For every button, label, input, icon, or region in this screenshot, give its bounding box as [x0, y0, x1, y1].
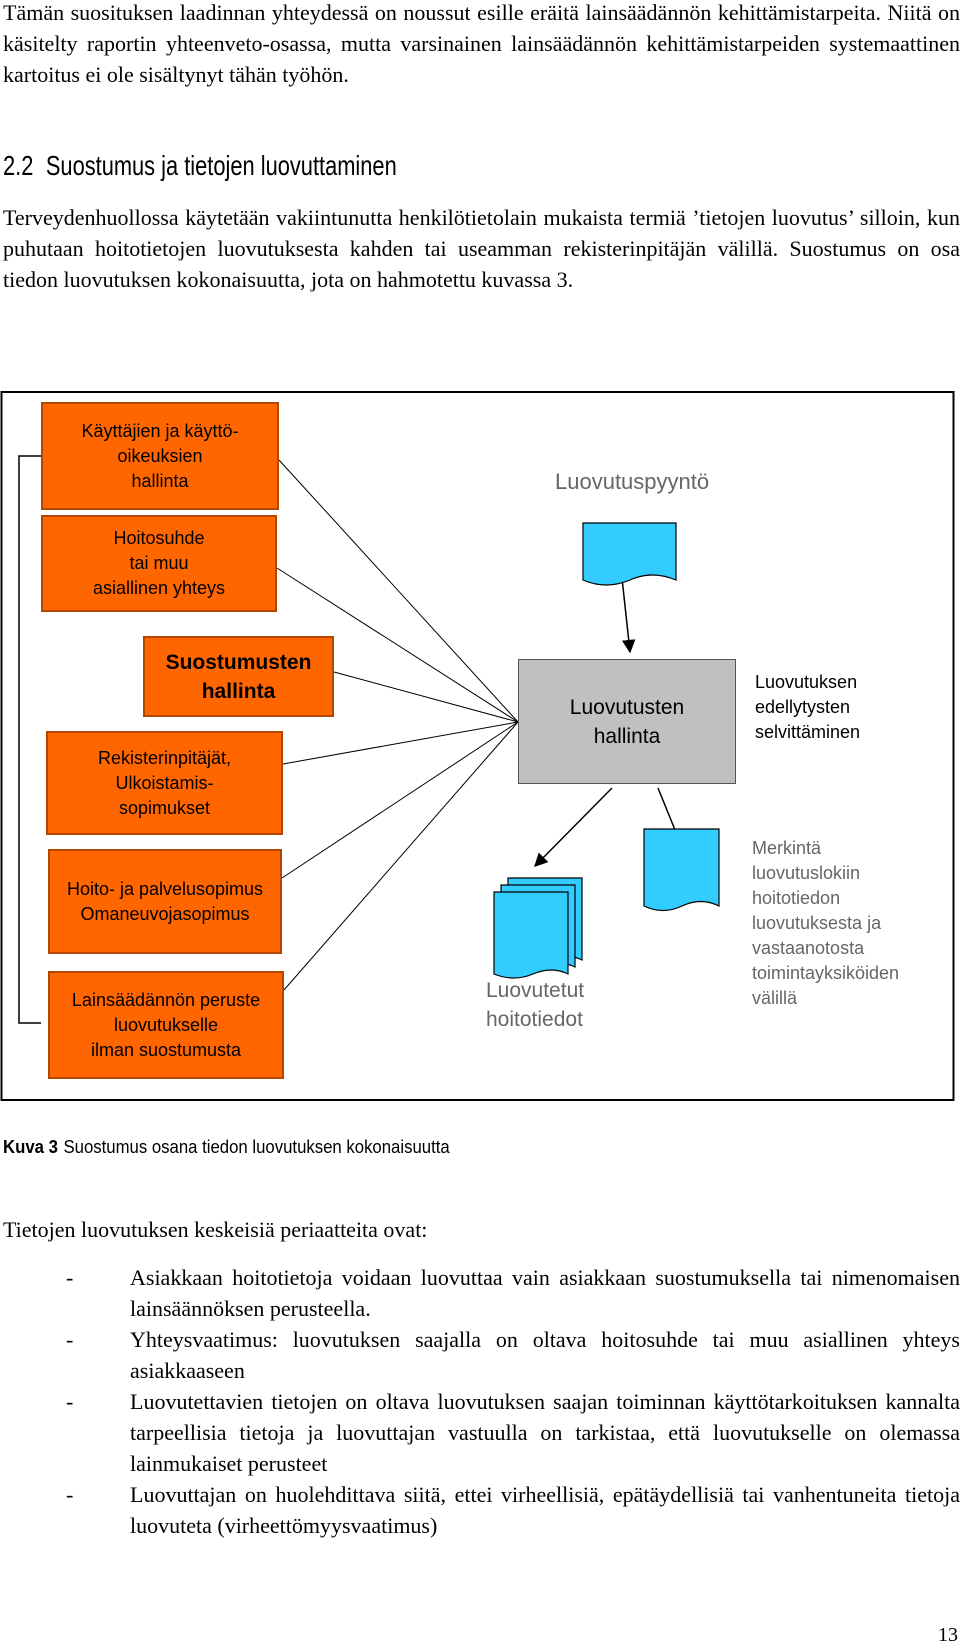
connector-line: [282, 722, 518, 878]
list-item: [0, 1324, 960, 1386]
intro-paragraph: Tämän suosituksen laadinnan yhteydessä on noussut esille eräitä lainsäädännön kehittämistarpeita. Niitä on käsitelty raportin yhteenveto-osassa, mutta varsinainen lainsäädännön kehittämistarpeiden systemaattinen kartoitus ei ole sisältynyt tähän työhön.: [3, 0, 960, 87]
arrow-center-to-disclosed: [535, 788, 612, 866]
list-bullet: -: [66, 1265, 74, 1290]
log-document-icon: [644, 829, 719, 911]
request-label: Luovutuspyyntö: [555, 469, 710, 494]
disclosed-documents-icon: [494, 892, 568, 978]
caption-text: Suostumus osana tiedon luovutuksen kokonaisuutta: [63, 1137, 450, 1157]
log-label: Merkintä luovutuslokiin hoitotiedon luovutuksesta ja vastaanotosta toimintayksiköiden välillä: [752, 838, 900, 1008]
list-item: [0, 1479, 960, 1541]
list-item-text: Luovutettavien tietojen on oltava luovutuksen saajan toiminnan käyttötarkoituksen kannalta tarpeellisia tietoja ja luovuttajan vastuulla on tarkistaa, että luovutukselle on olemassa lainmukaiset perusteet: [130, 1389, 960, 1476]
list-item: [0, 1386, 960, 1479]
section-number: 2.2: [3, 150, 34, 181]
principles-intro: Tietojen luovutuksen keskeisiä periaatteita ovat:: [3, 1217, 428, 1242]
section-paragraph: Terveydenhuollossa käytetään vakiintunutta henkilötietolain mukaista termiä ’tietojen luovutus’ silloin, kun puhutaan hoitotietojen luovutuksesta kahden tai useamman rekisterinpitäjän välillä. Suostumus on osa tiedon luovutuksen kokonaisuutta, jota on hahmotettu kuvassa 3.: [3, 205, 960, 292]
list-item-text: Asiakkaan hoitotietoja voidaan luovuttaa vain asiakkaan suostumuksella tai nimenomaisen lainsäännöksen perusteella.: [130, 1265, 960, 1321]
request-document-icon: [583, 523, 676, 585]
figure-caption: [3, 1137, 450, 1158]
connector-lines: [277, 460, 518, 990]
list-bullet: -: [66, 1482, 74, 1507]
center-box-disclosure-management: Luovutusten hallinta: [518, 659, 736, 784]
disclosed-label: Luovutetut hoitotiedot: [486, 979, 585, 1031]
connector-line: [284, 722, 518, 990]
conditions-label: Luovutuksen edellytysten selvittäminen: [755, 672, 861, 742]
box-legal-basis: Lainsäädännön peruste luovutukselle ilman suostumusta: [48, 971, 284, 1079]
left-bracket: [19, 456, 41, 1023]
arrow-request-to-center: [622, 578, 630, 652]
box-care-relationship: Hoitosuhde tai muu asiallinen yhteys: [41, 515, 277, 612]
page-number: 13: [938, 1624, 958, 1646]
list-item: [0, 1262, 960, 1324]
box-controllers: Rekisterinpitäjät, Ulkoistamis- sopimukset: [46, 731, 283, 835]
connector-line: [283, 722, 518, 764]
box-service-contracts: Hoito- ja palvelusopimus Omaneuvojasopimus: [48, 849, 282, 954]
box-consent-management: Suostumusten hallinta: [143, 636, 334, 717]
connector-line: [334, 672, 518, 722]
section-heading: [3, 150, 397, 182]
box-users-and-rights: Käyttäjien ja käyttö- oikeuksien hallinta: [41, 402, 279, 510]
section-title: Suostumus ja tietojen luovuttaminen: [45, 150, 397, 181]
list-item-text: Luovuttajan on huolehdittava siitä, ettei virheellisiä, epätäydellisiä tai vanhentuneita tietoja luovuteta (virheettömyysvaatimus): [130, 1482, 960, 1538]
list-bullet: -: [66, 1327, 74, 1352]
principles-list: [0, 1262, 960, 1541]
caption-label: Kuva 3: [3, 1137, 58, 1157]
list-item-text: Yhteysvaatimus: luovutuksen saajalla on oltava hoitosuhde tai muu asiallinen yhteys asiakkaaseen: [130, 1327, 960, 1383]
figure-consent-diagram: [0, 390, 960, 1105]
list-bullet: -: [66, 1389, 74, 1414]
